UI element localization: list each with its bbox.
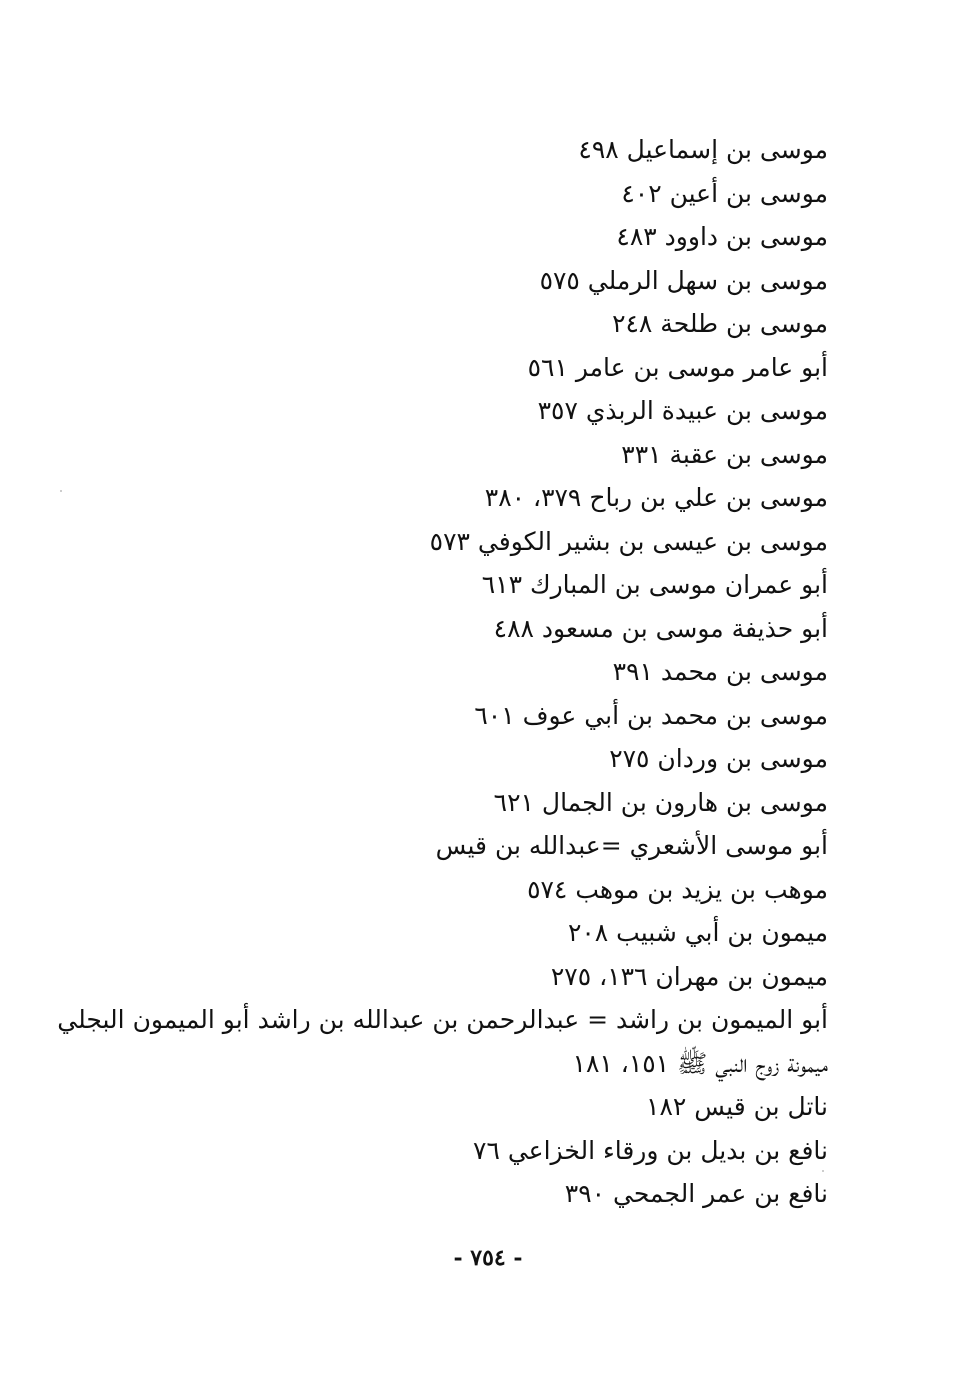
index-entry: ميمون بن مهران ١٣٦، ٢٧٥ — [550, 961, 828, 991]
index-entry: موسى بن هارون بن الجمال ٦٢١ — [493, 787, 828, 817]
index-entry: أبو عامر موسى بن عامر ٥٦١ — [527, 352, 828, 382]
scan-speck — [822, 1170, 824, 1172]
index-entry: نافع بن عمر الجمحي ٣٩٠ — [564, 1179, 828, 1208]
index-entry: موسى بن عقبة ٣٣١ — [621, 439, 828, 469]
index-entry: موهب بن يزيد بن موهب ٥٧٤ — [527, 874, 828, 904]
index-entry: موسى بن سهل الرملي ٥٧٥ — [539, 265, 828, 295]
index-entry: موسى بن علي بن رباح ٣٧٩، ٣٨٠ — [484, 483, 828, 512]
index-entry: موسى بن محمد بن أبي عوف ٦٠١ — [474, 700, 828, 730]
index-entry: أبو موسى الأشعري =عبدالله بن قيس — [435, 831, 828, 860]
index-entry: أبو حذيفة موسى بن مسعود ٤٨٨ — [493, 613, 828, 643]
index-entry: ناتل بن قيس ١٨٢ — [646, 1092, 828, 1121]
index-entry: موسى بن داوود ٤٨٣ — [616, 222, 828, 251]
index-entry: ميمون بن أبي شبيب ٢٠٨ — [567, 918, 828, 947]
index-entry: نافع بن بديل بن ورقاء الخزاعي ٧٦ — [473, 1135, 828, 1165]
index-entry: موسى بن إسماعيل ٤٩٨ — [578, 135, 828, 164]
name-index-list — [57, 128, 828, 1216]
index-entry: أبو عمران موسى بن المبارك ٦١٣ — [481, 570, 828, 599]
scan-speck — [60, 490, 62, 492]
index-entry: موسى بن وردان ٢٧٥ — [609, 744, 828, 773]
page-number: - ٧٥٤ - — [453, 1245, 523, 1271]
index-entry: موسى بن محمد ٣٩١ — [612, 657, 828, 686]
index-entry: أبو الميمون بن راشد = عبدالرحمن بن عبدالله بن راشد أبو الميمون البجلي — [57, 1005, 828, 1034]
index-entry: موسى بن عبيدة الربذي ٣٥٧ — [537, 396, 828, 425]
index-entry: موسى بن أعين ٤٠٢ — [621, 178, 828, 208]
index-entry: موسى بن طلحة ٢٤٨ — [612, 309, 828, 338]
index-entry: ميمونة زوج النبي ﷺ ١٥١، ١٨١ — [572, 1048, 828, 1078]
index-entry: موسى بن عيسى بن بشير الكوفي ٥٧٣ — [429, 526, 828, 556]
